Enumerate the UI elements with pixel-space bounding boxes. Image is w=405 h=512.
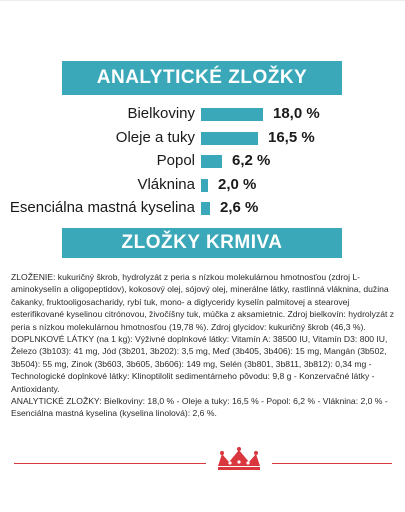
bar-label: Bielkoviny <box>127 105 195 122</box>
bar-fill <box>201 108 263 121</box>
bar-label: Oleje a tuky <box>115 128 195 146</box>
bar-row <box>0 197 405 219</box>
analytic-title-banner: ANALYTICKÉ ZLOŽKY <box>62 61 342 95</box>
bar-label: Popol <box>156 152 195 169</box>
bar-value: 2,6 % <box>220 199 259 216</box>
bar-row <box>0 174 405 196</box>
bar-fill <box>201 155 222 168</box>
top-divider <box>0 0 405 1</box>
bar-fill <box>201 202 210 215</box>
bar-value: 18,0 % <box>273 105 320 122</box>
footer-line-left <box>14 463 206 464</box>
bar-value: 2,0 % <box>218 175 257 193</box>
bar-label: Vláknina <box>137 175 195 193</box>
bar-value: 16,5 % <box>268 128 315 146</box>
bar-fill <box>201 132 258 145</box>
bar-label: Esenciálna mastná kyselina <box>9 199 195 216</box>
footer-line-right <box>272 463 392 464</box>
royal-canin-crown-logo <box>208 446 270 472</box>
bar-fill <box>201 179 208 192</box>
feed-title-banner: ZLOŽKY KRMIVA <box>62 228 342 258</box>
bar-value: 6,2 % <box>232 152 271 169</box>
additives-paragraph: DOPLNKOVÉ LÁTKY (na 1 kg): Výživné doplnkové látky: Vitamín A: 38500 IU, Vitamín D3: 800 IU, Železo (3b103): 41 mg, Jód (3b201, 3b202): 3,5 mg, Meď (3b405, 3b406): 15 mg, Mangán (3b502, 3b504): 55 mg, Zinok (3b603, 3b605, 3b606): 149 mg, Selén (3b801, 3b811, 3b812): 0,34 mg - Technologické doplnkové látky: Klinoptilolit sedimentárneho pôvodu: 9,8 g - Konzervačné látky - Antioxidanty. <box>11 334 388 394</box>
composition-paragraph: ZLOŽENIE: kukuričný škrob, hydrolyzát z peria s nízkou molekulárnou hmotnosťou (zdroj L-aminokyselín a oligopeptidov), kokosový olej, sójový olej, minerálne látky, rastlinná vláknina, dužina čakanky, fruktooligosacharidy, rybí tuk, mono- a diglyceridy kyselín palmitovej a stearovej esterifikované kyselinou citrónovou, živočíšny tuk, múčka z aksamietnic. Zdroj bielkovín: hydrolyzát z peria s nízkou molekulárnou hmotnosťou (19,78 %). Zdroj glycidov: kukuričný škrob (46,3 %). <box>11 272 395 332</box>
bar-row <box>0 127 405 149</box>
analytic-summary-paragraph: ANALYTICKÉ ZLOŽKY: Bielkoviny: 18,0 % - Oleje a tuky: 16,5 % - Popol: 6,2 % - Vláknina: 2,0 % - Esenciálna mastná kyselina (kyselina linolová): 2,6 %. <box>11 396 388 419</box>
bar-row <box>0 150 405 172</box>
composition-text <box>11 271 397 420</box>
bar-row <box>0 103 405 125</box>
